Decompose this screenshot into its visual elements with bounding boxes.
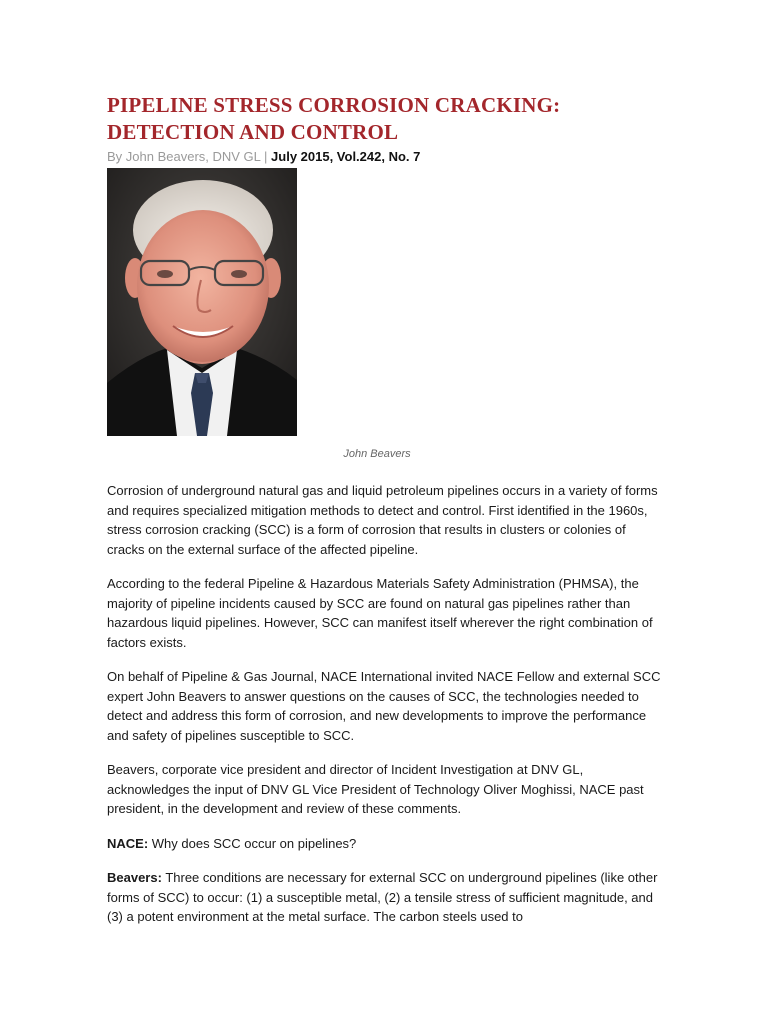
byline-author[interactable]: By John Beavers, DNV GL | [107, 149, 272, 164]
answer-text: Three conditions are necessary for external SCC on underground pipelines (like other forms of SCC) to occur: (1) a susceptible metal, (2) a tensile stress of sufficient magnitude, and (3) a potent environment at the metal surface. The carbon steels used to [107, 870, 658, 924]
answer-paragraph [107, 868, 663, 927]
article [107, 92, 663, 927]
question-text: Why does SCC occur on pipelines? [148, 835, 357, 851]
paragraph-4: Beavers, corporate vice president and director of Incident Investigation at DNV GL, acknowledges the input of DNV GL Vice President of Technology Oliver Moghissi, NACE past president, in the development and review of these comments. [107, 762, 644, 816]
answer-label: Beavers: [107, 870, 162, 885]
question-paragraph [107, 834, 663, 854]
byline [107, 148, 663, 165]
question-label: NACE: [107, 835, 149, 851]
paragraph-2: According to the federal Pipeline & Hazardous Materials Safety Administration (PHMSA), the majority of pipeline incidents caused by SCC are found on natural gas pipelines rather than hazardous liquid pipelines. However, SCC can manifest itself wherever the right combination of factors exists. [107, 576, 653, 650]
article-title-line-1: PIPELINE STRESS CORROSION CRACKING: [107, 93, 561, 117]
article-title-line-2: DETECTION AND CONTROL [107, 120, 399, 144]
article-title [107, 92, 663, 146]
paragraph-3: On behalf of Pipeline & Gas Journal, NACE International invited NACE Fellow and external SCC expert John Beavers to answer questions on the causes of SCC, the technologies needed to detect and address this form of corrosion, and new developments to improve the performance and safety of pipelines susceptible to SCC. [107, 669, 661, 743]
author-photo [107, 168, 297, 436]
paragraph-1: Corrosion of underground natural gas and liquid petroleum pipelines occurs in a variety of forms and requires specialized mitigation methods to detect and control. First identified in the 1960s, stress corrosion cracking (SCC) is a form of corrosion that results in clusters or colonies of cracks on the external surface of the affected pipeline. [107, 483, 658, 557]
byline-issue[interactable]: July 2015, Vol.242, No. 7 [271, 149, 421, 164]
photo-caption: John Beavers [343, 448, 411, 460]
